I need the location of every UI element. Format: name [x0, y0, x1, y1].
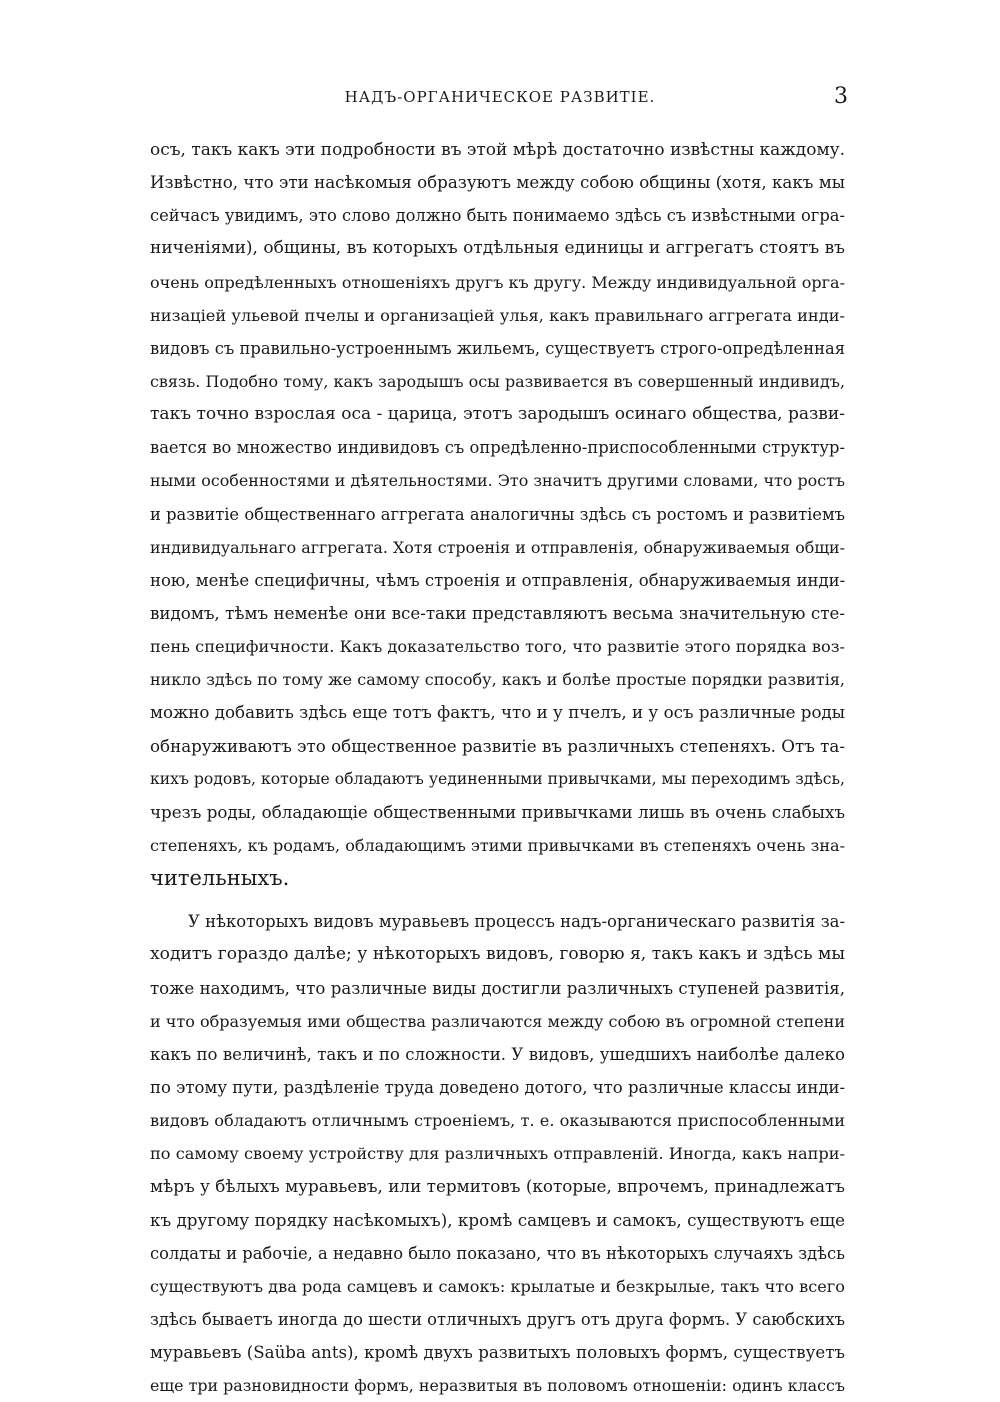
paragraph-1	[150, 133, 845, 895]
text-line: къ другому порядку насѣкомыхъ), кромѣ самцевъ и самокъ, существуютъ еще	[150, 1209, 845, 1230]
text-line: индивидуальнаго аггрегата. Хотя строенія и отправленія, обнаруживаемыя общи-	[150, 537, 845, 557]
text-line: видомъ, тѣмъ неменѣе они все-таки представляютъ весьма значительную сте-	[150, 602, 845, 623]
text-line: и развитіе общественнаго аггрегата аналогичны здѣсь съ ростомъ и развитіемъ	[150, 504, 845, 524]
text-line: ниченіями), общины, въ которыхъ отдѣльныя единицы и аггрегатъ стоятъ въ	[150, 238, 845, 259]
text-line: степеняхъ, къ родамъ, обладающимъ этими привычками въ степеняхъ очень зна-	[150, 835, 845, 855]
text-line: здѣсь бываетъ иногда до шести отличныхъ другъ отъ друга формъ. У саюбскихъ	[150, 1309, 845, 1329]
text-line: солдаты и рабочіе, а недавно было показано, что въ нѣкоторыхъ случаяхъ здѣсь	[150, 1243, 845, 1263]
paragraph-2	[150, 905, 845, 1402]
text-line: вается во множество индивидовъ съ опредѣленно-приспособленными структур-	[150, 438, 845, 458]
text-line: можно добавить здѣсь еще тотъ фактъ, что и у пчелъ, и у осъ различные роды	[150, 703, 845, 723]
text-line: тоже находимъ, что различные виды достигли различныхъ ступеней развитія,	[150, 978, 845, 998]
page-number: 3	[834, 84, 848, 109]
text-line: осъ, такъ какъ эти подробности въ этой мѣрѣ достаточно извѣстны каждому.	[150, 139, 845, 159]
text-line: ными особенностями и дѣятельностями. Это значитъ другими словами, что ростъ	[150, 471, 845, 491]
text-line: кихъ родовъ, которые обладаютъ уединенными привычками, мы переходимъ здѣсь,	[150, 769, 845, 788]
text-line: чрезъ роды, обладающіе общественными привычками лишь въ очень слабыхъ	[150, 801, 845, 822]
text-line: ною, менѣе специфичны, чѣмъ строенія и отправленія, обнаруживаемыя инди-	[150, 570, 846, 590]
body-text	[150, 133, 845, 1402]
running-title: НАДЪ-ОРГАНИЧЕСКОЕ РАЗВИТІЕ.	[344, 88, 656, 106]
text-line: такъ точно взрослая оса - царица, этотъ зародышъ осинаго общества, разви-	[150, 404, 845, 425]
text-line: ходитъ гораздо далѣе; у нѣкоторыхъ видовъ, говорю я, такъ какъ и здѣсь мы	[150, 944, 845, 965]
text-line: очень опредѣленныхъ отношеніяхъ другъ къ другу. Между индивидуальной орга-	[150, 272, 845, 292]
text-line: У нѣкоторыхъ видовъ муравьевъ процессъ надъ-органическаго развитія за-	[188, 912, 845, 932]
text-line: сейчасъ увидимъ, это слово должно быть понимаемо здѣсь съ извѣстными огра-	[150, 206, 845, 226]
text-line: по самому своему устройству для различныхъ отправленій. Иногда, какъ напри-	[150, 1144, 845, 1164]
text-line: мѣръ у бѣлыхъ муравьевъ, или термитовъ (которые, впрочемъ, принадлежатъ	[150, 1176, 845, 1197]
running-head	[150, 84, 850, 114]
text-line: видовъ съ правильно-устроеннымъ жильемъ, существуетъ строго-опредѣленная	[150, 338, 845, 358]
paragraph-gap	[150, 895, 845, 905]
text-line: пень специфичности. Какъ доказательство того, что развитіе этого порядка воз-	[150, 637, 845, 657]
text-line: существуютъ два рода самцевъ и самокъ: крылатые и безкрылые, такъ что всего	[150, 1276, 845, 1296]
text-line: видовъ обладаютъ отличнымъ строеніемъ, т. е. оказываются приспособленными	[150, 1111, 845, 1131]
text-line: и что образуемыя ими общества различаются между собою въ огромной степени	[150, 1011, 845, 1031]
text-line: связь. Подобно тому, какъ зародышъ осы развивается въ совершенный индивидъ,	[150, 371, 845, 391]
text-line: какъ по величинѣ, такъ и по сложности. У видовъ, ушедшихъ наиболѣе далеко	[150, 1044, 845, 1064]
text-line: обнаруживаютъ это общественное развитіе въ различныхъ степеняхъ. Отъ та-	[150, 736, 845, 756]
text-line: низаціей ульевой пчелы и организаціей улья, какъ правильнаго аггрегата инди-	[150, 305, 845, 325]
text-line: еще три разновидности формъ, неразвитыя въ половомъ отношеніи: одинъ классъ	[150, 1376, 845, 1396]
text-line: Извѣстно, что эти насѣкомыя образуютъ между собою общины (хотя, какъ мы	[150, 173, 845, 193]
text-line: муравьевъ (Saüba ants), кромѣ двухъ развитыхъ половыхъ формъ, существуетъ	[150, 1343, 845, 1363]
text-line: никло здѣсь по тому же самому способу, какъ и болѣе простые порядки развитія,	[150, 670, 845, 690]
text-line: по этому пути, раздѣленіе труда доведено дотого, что различные классы инди-	[150, 1077, 846, 1097]
text-line: чительныхъ.	[150, 866, 290, 891]
